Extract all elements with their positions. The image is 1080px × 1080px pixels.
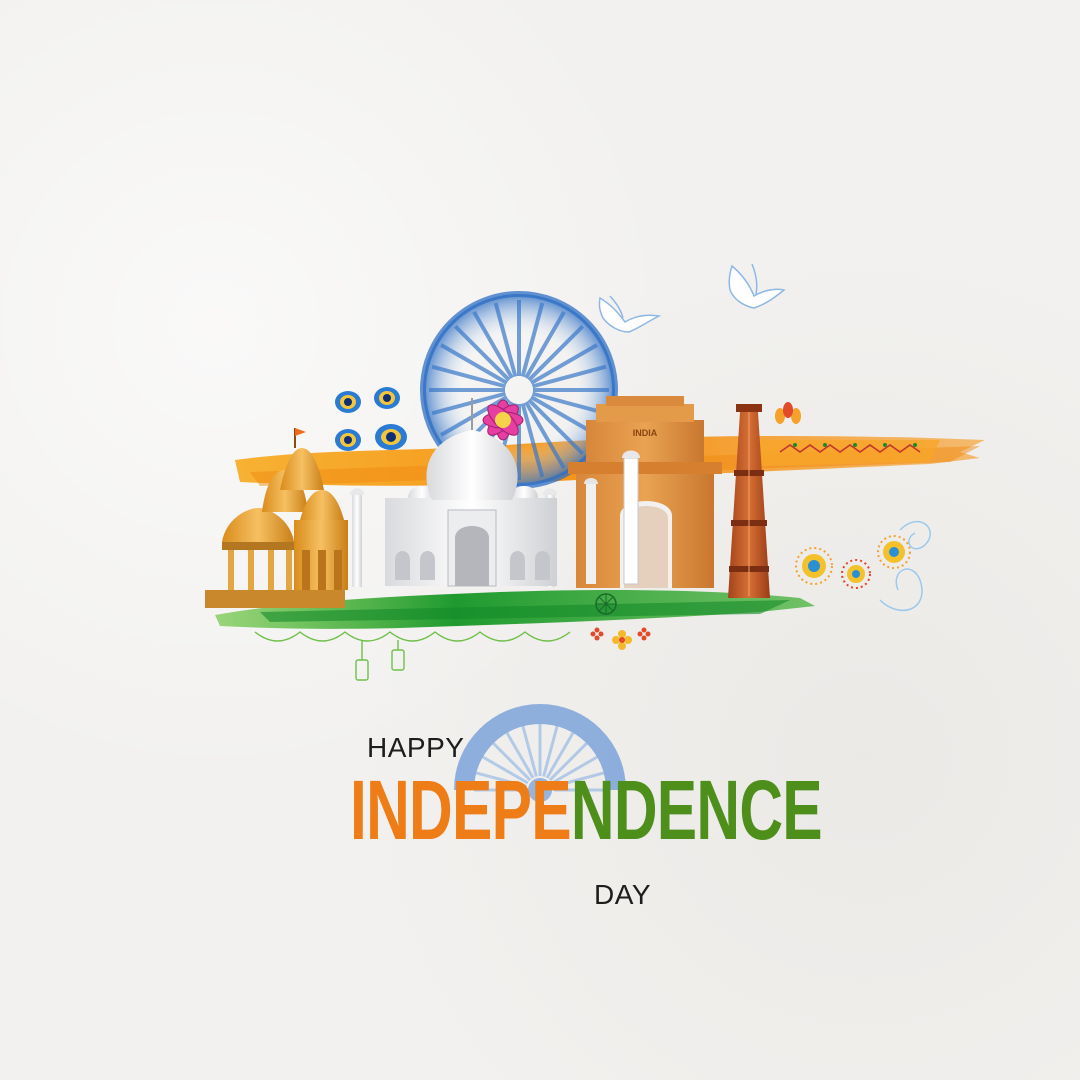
greeting-day: DAY [594,879,651,910]
headline-independence [350,763,822,857]
greeting-happy: HAPPY [367,732,465,763]
dove-icon [599,296,659,332]
small-chakra-icon [596,594,616,614]
headline-part-green: NDENCE [570,763,822,857]
lantern-decoration [255,632,570,680]
flower-decoration-icon [775,402,801,424]
peacock-feather-icon [335,387,407,451]
dove-icon [729,264,784,308]
qutub-minar-illustration [728,404,770,598]
india-gate-label: INDIA [632,428,658,438]
small-flowers [591,628,651,651]
india-gate-illustration [568,396,722,588]
headline-part-saffron: INDEPE [350,763,571,857]
lotus-flower-icon [483,400,523,440]
decorative-circles [796,522,930,611]
